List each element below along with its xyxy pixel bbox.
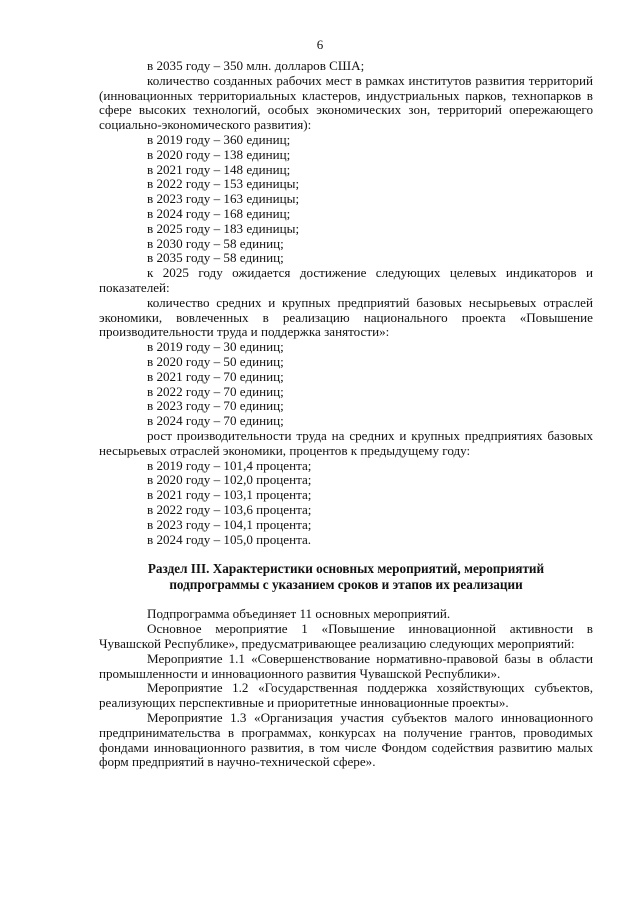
list-item: в 2023 году – 70 единиц; (147, 398, 284, 414)
list-item: в 2024 году – 70 единиц; (147, 413, 284, 429)
list-item: в 2020 году – 102,0 процента; (147, 472, 312, 488)
list-item: в 2024 году – 105,0 процента. (147, 531, 312, 547)
paragraph: количество средних и крупных предприятий базовых несырьевых отраслей экономики, вовлеченных в реализацию национального проекта «Повышение производительности труда и поддержка занятости»: (99, 294, 593, 340)
list-item: в 2025 году – 183 единицы; (147, 220, 300, 236)
list-item: в 2035 году – 58 единиц; (147, 250, 284, 266)
list-item: в 2021 году – 148 единиц; (147, 161, 291, 177)
list-item: в 2022 году – 153 единицы; (147, 176, 300, 192)
section-heading: Раздел III. Характеристики основных мероприятий, мероприятий подпрограммы с указанием сроков и этапов их реализации (147, 561, 545, 592)
list-item: в 2020 году – 138 единиц; (147, 146, 291, 162)
page-number: 6 (316, 37, 324, 52)
list-item: в 2019 году – 360 единиц; (147, 131, 291, 147)
list-item: в 2030 году – 58 единиц; (147, 235, 284, 251)
paragraph: Основное мероприятие 1 «Повышение инновационной активности в Чувашской Республике», предусматривающее реализацию следующих мероприятий: (99, 621, 593, 652)
list-item: в 2024 году – 168 единиц; (147, 205, 291, 221)
paragraph: рост производительности труда на средних и крупных предприятиях базовых несырьевых отраслей экономики, процентов к предыдущему году: (99, 427, 593, 458)
list-item: в 2021 году – 103,1 процента; (147, 487, 312, 503)
list-item: в 2023 году – 104,1 процента; (147, 516, 312, 532)
list-item: в 2019 году – 101,4 процента; (147, 457, 312, 473)
list-item: в 2019 году – 30 единиц; (147, 339, 284, 355)
paragraph: Мероприятие 1.1 «Совершенствование нормативно-правовой базы в области промышленности и инновационного развития Чувашской Республики». (99, 650, 593, 681)
list-item: в 2021 году – 70 единиц; (147, 368, 284, 384)
page-body (99, 59, 593, 770)
paragraph: количество созданных рабочих мест в рамках институтов развития территорий (инновационных территориальных кластеров, индустриальных парков, технопарков в сфере высоких технологий, особых экономических зон, территорий опережающего социально-экономического развития): (99, 72, 593, 133)
paragraph: Мероприятие 1.3 «Организация участия субъектов малого инновационного предпринимательства в программах, конкурсах на получение грантов, проводимых фондами инновационного развития, в том числе Фондом содействия развитию малых форм предприятий в научно-технической сфере». (99, 710, 593, 770)
paragraph: Подпрограмма объединяет 11 основных мероприятий. (147, 606, 451, 622)
list-item: в 2022 году – 70 единиц; (147, 383, 284, 399)
list-item: в 2023 году – 163 единицы; (147, 191, 300, 207)
list-item: в 2035 году – 350 млн. долларов США; (147, 58, 365, 73)
paragraph: к 2025 году ожидается достижение следующих целевых индикаторов и показателей: (99, 265, 593, 295)
list-item: в 2022 году – 103,6 процента; (147, 501, 312, 517)
list-item: в 2020 году – 50 единиц; (147, 353, 284, 369)
paragraph: Мероприятие 1.2 «Государственная поддержка хозяйствующих субъектов, реализующих перспективные и приоритетные инновационные проекты». (99, 680, 593, 711)
